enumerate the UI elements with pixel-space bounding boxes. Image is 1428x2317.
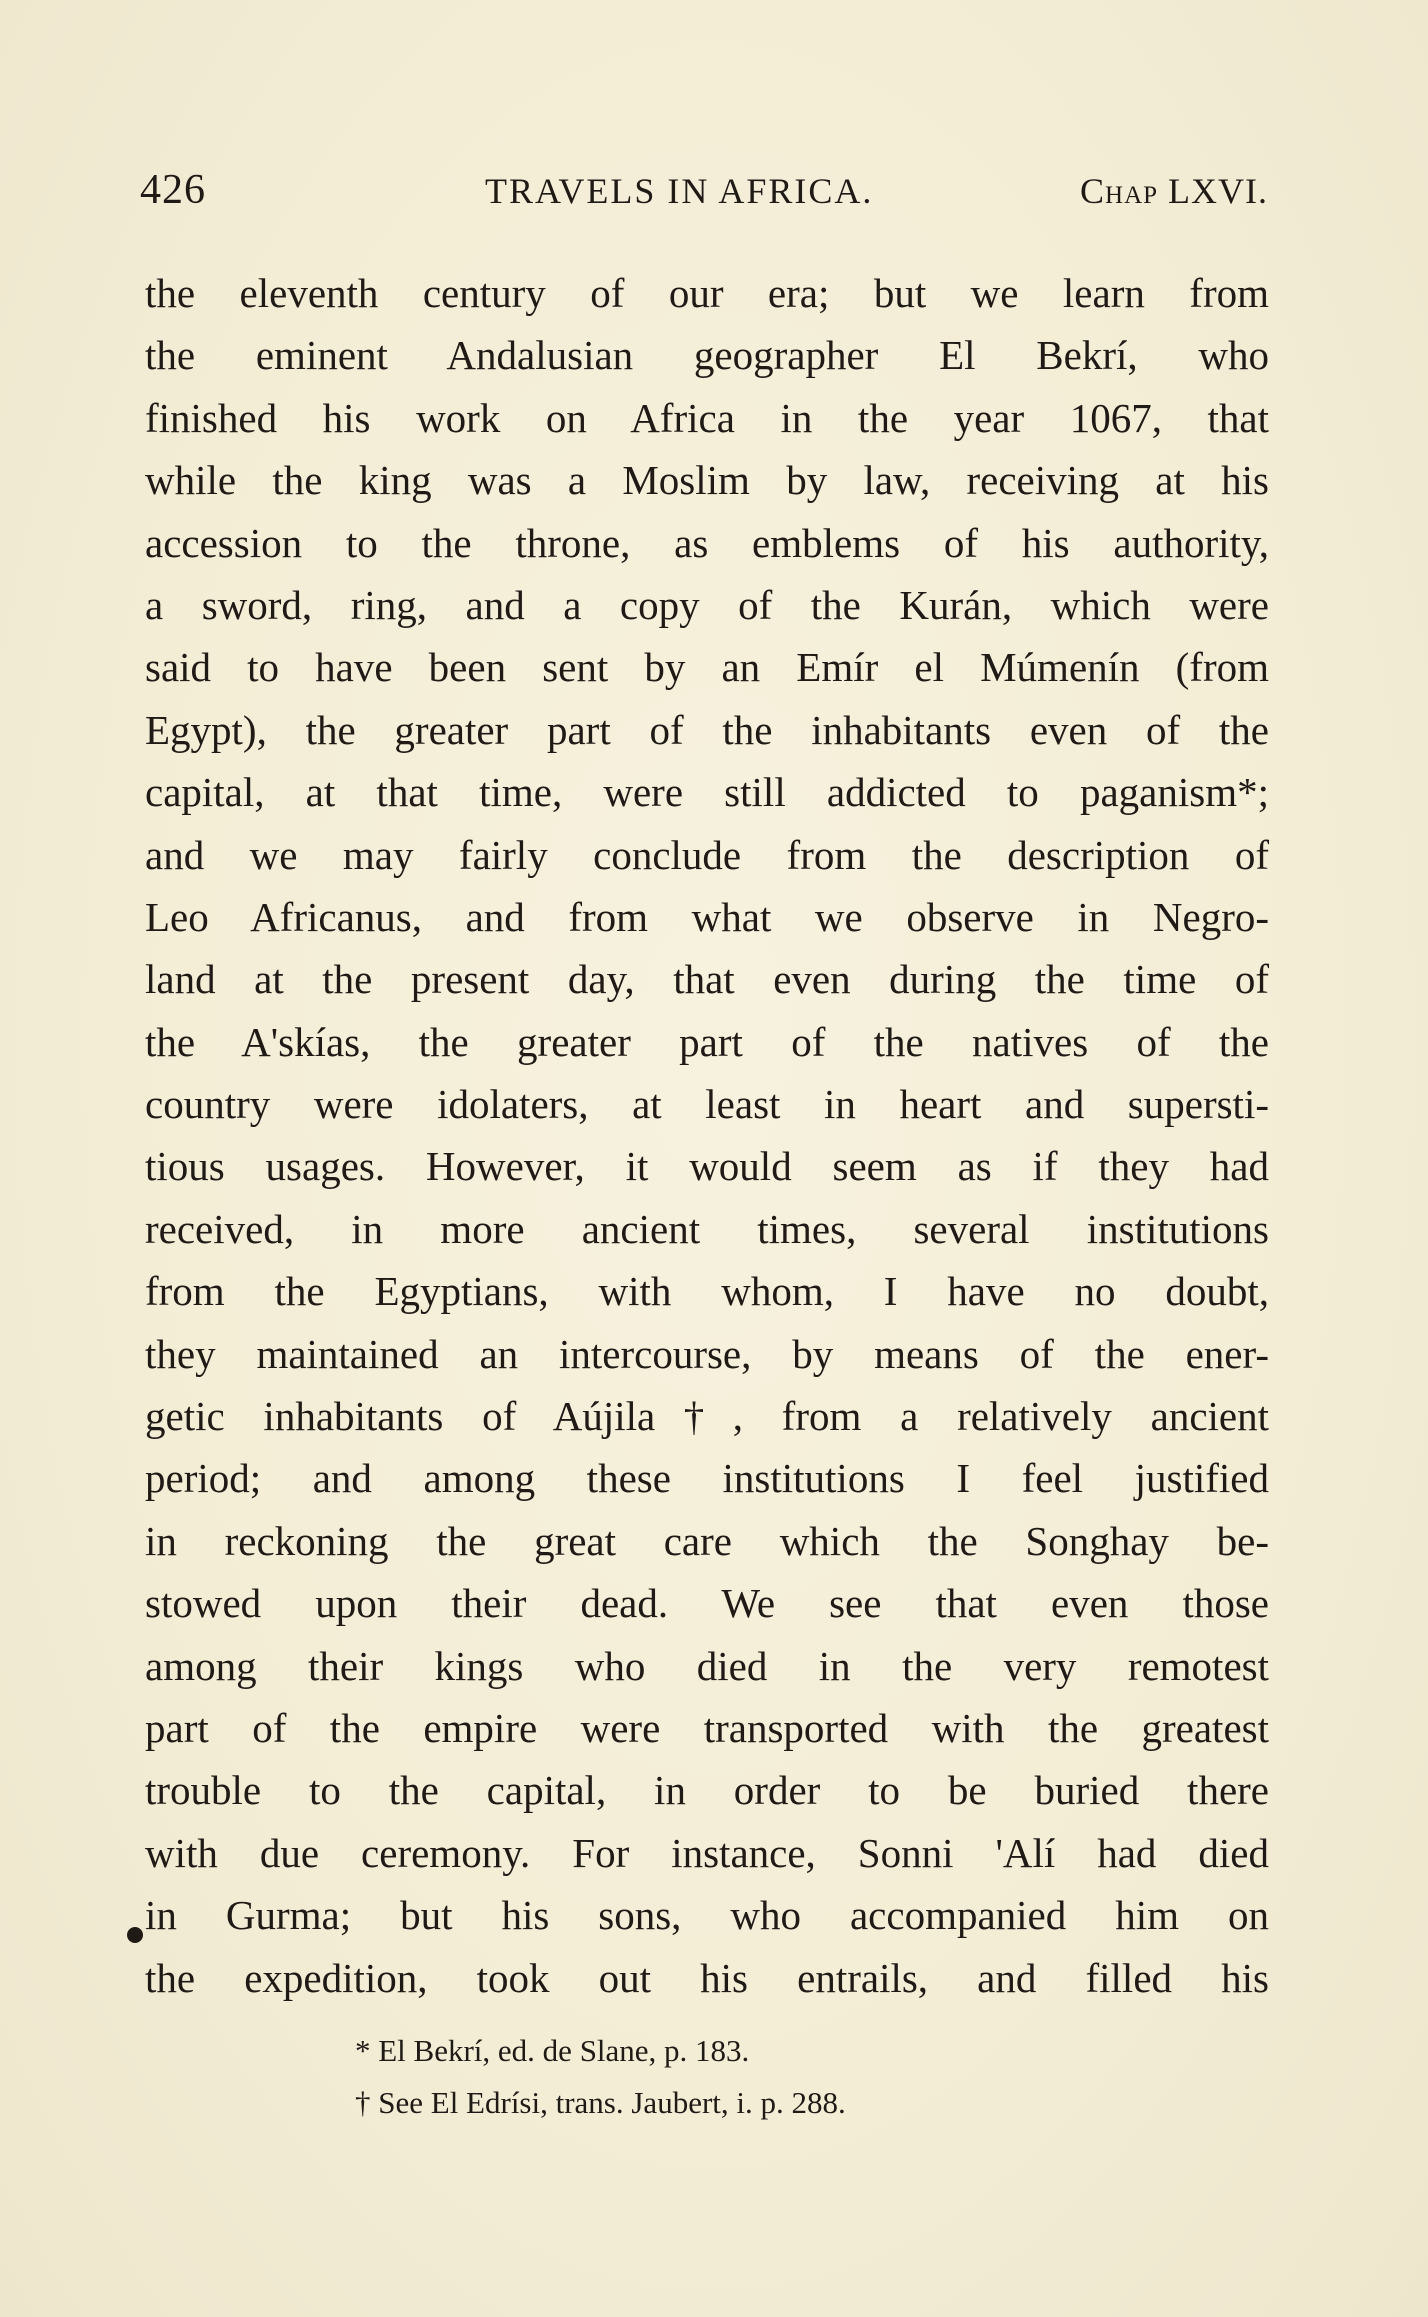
text-line: part of the empire were transported with the greatest (145, 1704, 1269, 1751)
text-line: from the Egyptians, with whom, I have no doubt, (145, 1268, 1269, 1315)
text-line: capital, at that time, were still addicted to paganism*; (145, 769, 1269, 816)
text-line: a sword, ring, and a copy of the Kurán, which were (145, 581, 1269, 628)
text-line: Egypt), the greater part of the inhabitants even of the (145, 706, 1269, 753)
text-line: the expedition, took out his entrails, and filled his (145, 1954, 1269, 2001)
body-text (145, 262, 1269, 2009)
text-line: with due ceremony. For instance, Sonni 'Alí had died (145, 1829, 1269, 1876)
text-line: accession to the throne, as emblems of his authority, (145, 519, 1269, 566)
text-line: while the king was a Moslim by law, receiving at his (145, 457, 1269, 504)
text-line: received, in more ancient times, several institutions (145, 1205, 1269, 1252)
text-line: and we may fairly conclude from the description of (145, 831, 1269, 878)
page-number: 426 (140, 167, 206, 213)
page-header (140, 166, 1268, 216)
text-line: the eleventh century of our era; but we learn from (145, 270, 1269, 316)
ink-dot-mark (127, 1927, 143, 1943)
text-line: Leo Africanus, and from what we observe in Negro- (145, 893, 1269, 940)
text-line: the A'skías, the greater part of the natives of the (145, 1018, 1269, 1065)
text-line: period; and among these institutions I feel justified (145, 1455, 1269, 1502)
text-line: tious usages. However, it would seem as if they had (145, 1143, 1269, 1190)
text-line: land at the present day, that even during the time of (145, 956, 1269, 1003)
text-line: country were idolaters, at least in heart and supersti- (145, 1081, 1269, 1128)
text-line: they maintained an intercourse, by means of the ener- (145, 1330, 1269, 1377)
footnote: * El Bekrí, ed. de Slane, p. 183. (355, 2033, 750, 2068)
footnotes (355, 2026, 1255, 2130)
text-line: in Gurma; but his sons, who accompanied him on (145, 1892, 1269, 1939)
text-line: said to have been sent by an Emír el Múmenín (from (145, 644, 1269, 691)
text-line: the eminent Andalusian geographer El Bekrí, who (145, 332, 1269, 379)
text-line: trouble to the capital, in order to be buried there (145, 1767, 1269, 1814)
text-line: getic inhabitants of Aújila†, from a relatively ancient (145, 1393, 1269, 1440)
text-line: stowed upon their dead. We see that even those (145, 1580, 1269, 1627)
text-line: among their kings who died in the very remotest (145, 1642, 1269, 1689)
chapter-label: Chap LXVI. (1080, 171, 1268, 211)
running-title: TRAVELS IN AFRICA. (485, 171, 874, 211)
text-line: in reckoning the great care which the Songhay be- (145, 1517, 1269, 1564)
footnote: † See El Edrísi, trans. Jaubert, i. p. 288. (355, 2085, 846, 2120)
text-line: finished his work on Africa in the year 1067, that (145, 394, 1269, 441)
